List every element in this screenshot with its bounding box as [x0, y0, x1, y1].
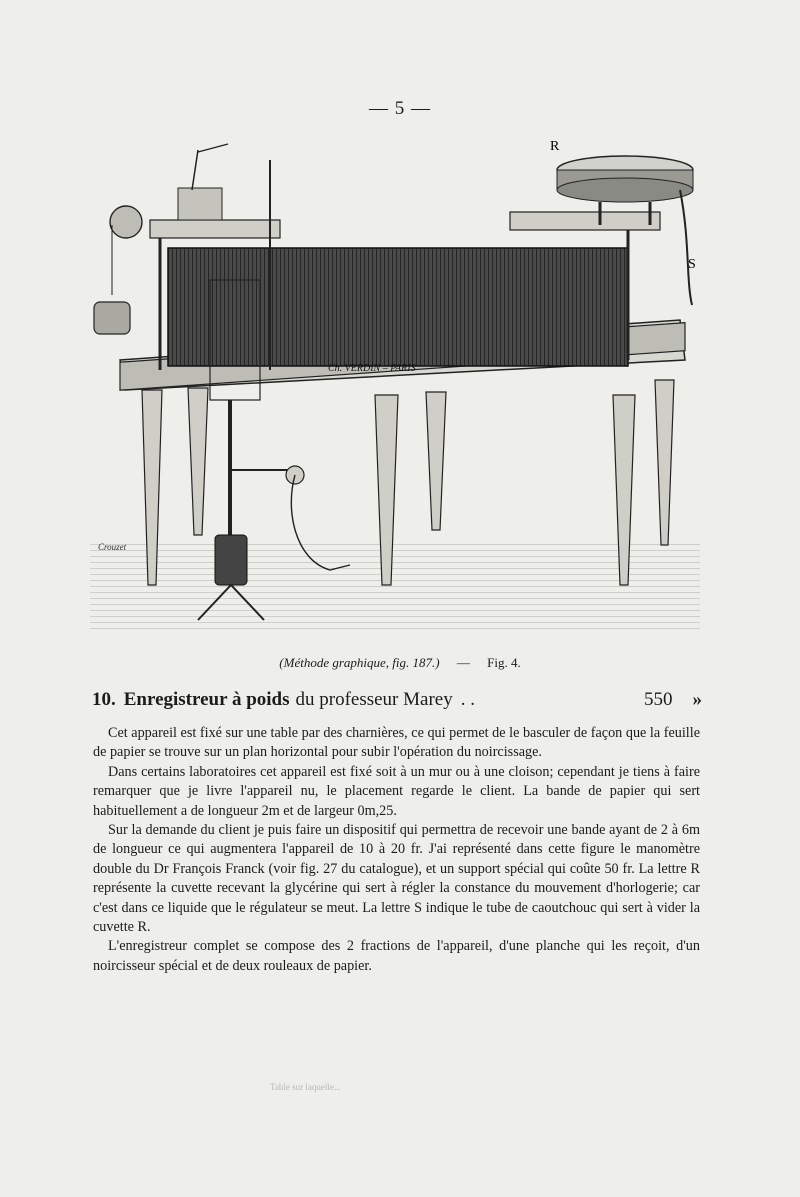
paragraph: Cet appareil est fixé sur une table par des charnières, ce qui permet de le basculer de façon que la feuille de papier se trouve sur un plan horizontal pour subir l'opération du noircissage.	[93, 725, 700, 761]
catalogue-entry-title	[92, 689, 702, 711]
pulley	[110, 206, 142, 238]
entry-title-rest: du professeur Marey	[295, 689, 453, 710]
caption-fig-label: Fig. 4.	[487, 655, 521, 670]
paragraph: Sur la demande du client je puis faire un dispositif qui permettra de recevoir une bande ayant de 2 à 6m de longueur ce qui augmentera l'appareil de 10 à 20 fr. J'ai représenté dans cette figure le manomètre double du Dr François Franck (voir fig. 27 du catalogue), et un support spécial qui coûte 50 fr. La lettre R représente la cuvette recevant la glycérine qui sert à régler la constance du mouvement d'horlogerie; car c'est dans ce liquide que le régulateur se meut. La lettre S indique le tube de caoutchouc qui sert à vider la cuvette R.	[93, 822, 700, 936]
engraver-signature: Crouzet	[98, 542, 127, 552]
weight	[94, 302, 130, 334]
recording-table-illustration	[80, 130, 720, 640]
left-platform	[150, 220, 280, 238]
caption-dash: —	[456, 655, 470, 670]
label-r: R	[550, 139, 560, 154]
label-s: S	[688, 257, 696, 272]
entry-leader-dots: . .	[460, 689, 475, 710]
figure-caption	[0, 655, 800, 671]
paper-band	[168, 248, 628, 366]
bleed-through-text: Table sur laquelle...	[270, 1082, 341, 1092]
paragraph: L'enregistreur complet se compose des 2 fractions de l'appareil, d'une planche qui les reçoit, d'un noircisseur spécial et de deux rouleaux de papier.	[93, 938, 700, 974]
entry-price: 550	[644, 689, 673, 710]
entry-number: 10.	[92, 689, 116, 710]
paragraph: Dans certains laboratoires cet appareil est fixé soit à un mur ou à une cloison; cependant je tiens à faire remarquer que je livre l'appareil nu, le placement regarde le client. La bande de papier qui sert habituellement a de longueur 2m et de largeur 0m,25.	[93, 763, 700, 819]
caption-reference: (Méthode graphique, fig. 187.)	[279, 655, 440, 670]
right-platform	[510, 212, 660, 230]
entry-price-mark: »	[692, 689, 702, 710]
support-base	[215, 535, 247, 585]
entry-title-bold: Enregistreur à poids	[123, 689, 290, 710]
rubber-tube	[680, 190, 692, 305]
page-number: — 5 —	[369, 98, 431, 119]
engraving-figure	[80, 130, 720, 640]
maker-plate: Ch. VERDIN – PARIS	[328, 363, 416, 374]
floor-shading	[90, 540, 700, 630]
description-text	[93, 724, 700, 976]
